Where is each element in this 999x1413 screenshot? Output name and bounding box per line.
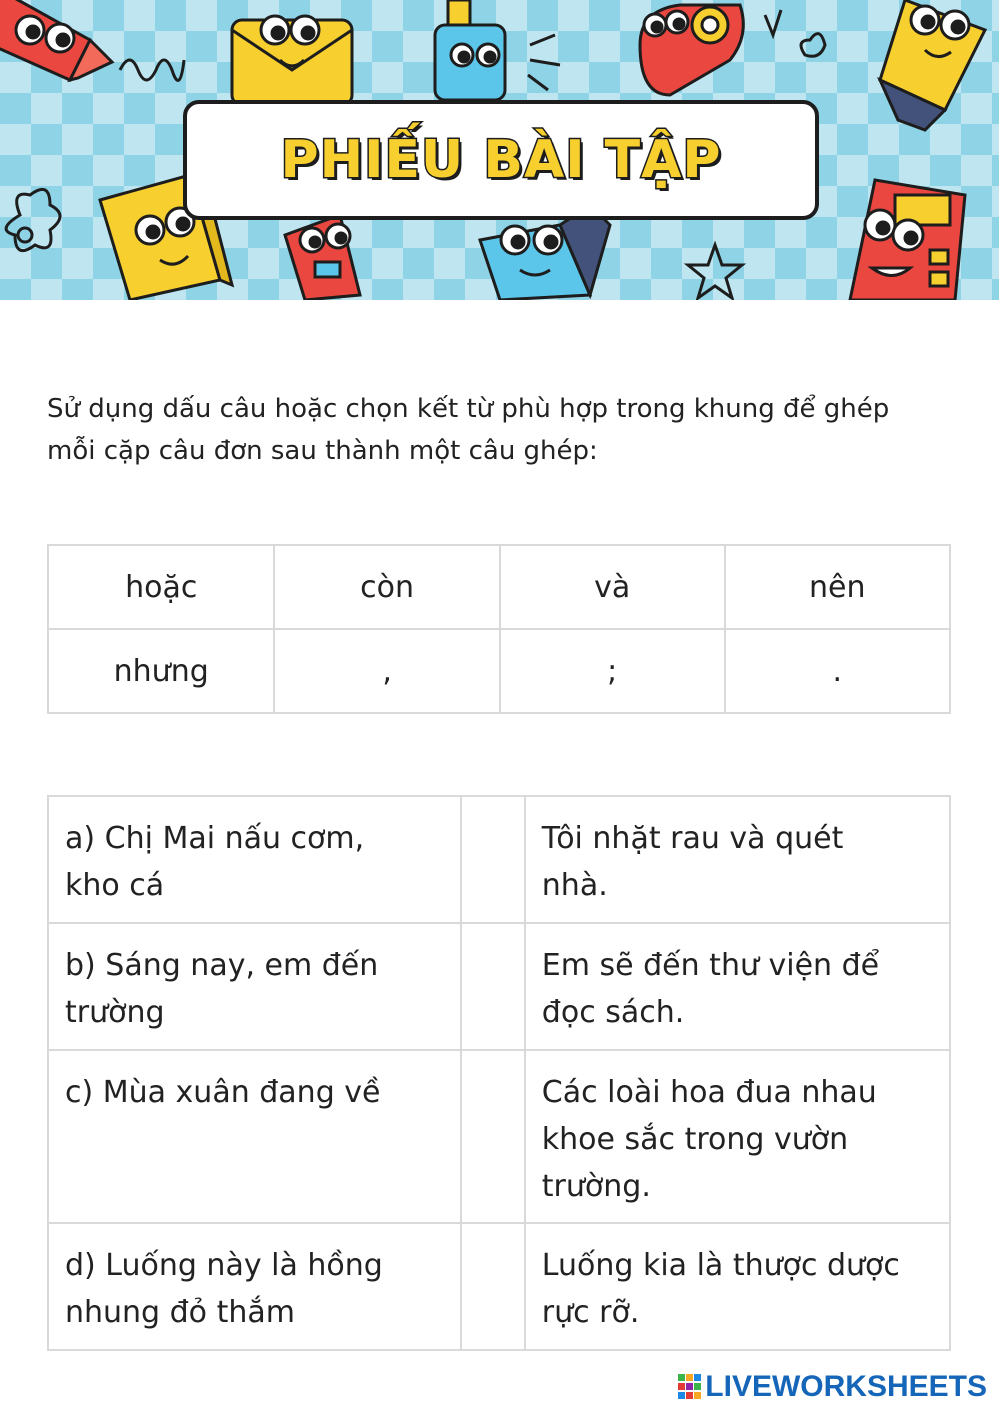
- word-bank-row: [48, 629, 950, 713]
- clause-right: [525, 1050, 950, 1223]
- word-bank-row: [48, 545, 950, 629]
- word-bank-cell[interactable]: ;: [500, 629, 725, 713]
- answer-drop-cell[interactable]: [461, 796, 525, 923]
- word-bank-cell[interactable]: nhưng: [48, 629, 274, 713]
- clause-text: rực rỡ.: [541, 1295, 640, 1330]
- worksheet-title: PHIẾU BÀI TẬP: [280, 130, 722, 190]
- header-banner: [0, 0, 999, 300]
- clause-text: Em sẽ đến thư viện để: [541, 948, 880, 983]
- clause-text: c) Mùa xuân đang về: [65, 1075, 381, 1110]
- word-bank-cell[interactable]: .: [725, 629, 950, 713]
- answer-drop-cell[interactable]: [461, 1050, 525, 1223]
- clause-right: [525, 923, 950, 1050]
- clause-left: [48, 1050, 461, 1223]
- word-bank-cell[interactable]: ,: [274, 629, 499, 713]
- clause-text: Tôi nhặt rau và quét: [541, 821, 844, 856]
- word-bank-cell[interactable]: hoặc: [48, 545, 274, 629]
- clause-text: a) Chị Mai nấu cơm,: [65, 821, 365, 856]
- exercise-row: [48, 1050, 950, 1223]
- exercise-table: [47, 795, 951, 1351]
- clause-text: d) Luống này là hồng: [65, 1248, 383, 1283]
- clause-right: [525, 1223, 950, 1350]
- exercise-row: [48, 923, 950, 1050]
- clause-right: [525, 796, 950, 923]
- clause-text: Các loài hoa đua nhau: [541, 1075, 877, 1110]
- word-bank-cell[interactable]: còn: [274, 545, 499, 629]
- clause-text: trường.: [541, 1169, 651, 1204]
- clause-text: nhà.: [541, 868, 608, 903]
- clause-left: [48, 796, 461, 923]
- answer-drop-cell[interactable]: [461, 923, 525, 1050]
- instructions-line: Sử dụng dấu câu hoặc chọn kết từ phù hợp trong khung để ghép: [47, 394, 890, 424]
- clause-left: [48, 923, 461, 1050]
- answer-drop-cell[interactable]: [461, 1223, 525, 1350]
- liveworksheets-logo-icon: [678, 1374, 702, 1400]
- clause-text: khoe sắc trong vườn: [541, 1122, 849, 1157]
- clause-text: b) Sáng nay, em đến: [65, 948, 379, 983]
- word-bank-cell[interactable]: nên: [725, 545, 950, 629]
- title-box: [183, 100, 819, 220]
- brand-text: LIVEWORKSHEETS: [705, 1370, 987, 1403]
- exercise-row: [48, 1223, 950, 1350]
- word-bank-cell[interactable]: và: [500, 545, 725, 629]
- instructions-line: mỗi cặp câu đơn sau thành một câu ghép:: [47, 436, 598, 466]
- liveworksheets-brand[interactable]: [678, 1370, 987, 1404]
- instructions: [47, 388, 947, 472]
- clause-text: nhung đỏ thắm: [65, 1295, 295, 1330]
- clause-text: Luống kia là thược dược: [541, 1248, 900, 1283]
- clause-text: trường: [65, 995, 165, 1030]
- clause-text: đọc sách.: [541, 995, 685, 1030]
- clause-text: kho cá: [65, 868, 165, 903]
- clause-left: [48, 1223, 461, 1350]
- word-bank-table: [47, 544, 951, 714]
- exercise-row: [48, 796, 950, 923]
